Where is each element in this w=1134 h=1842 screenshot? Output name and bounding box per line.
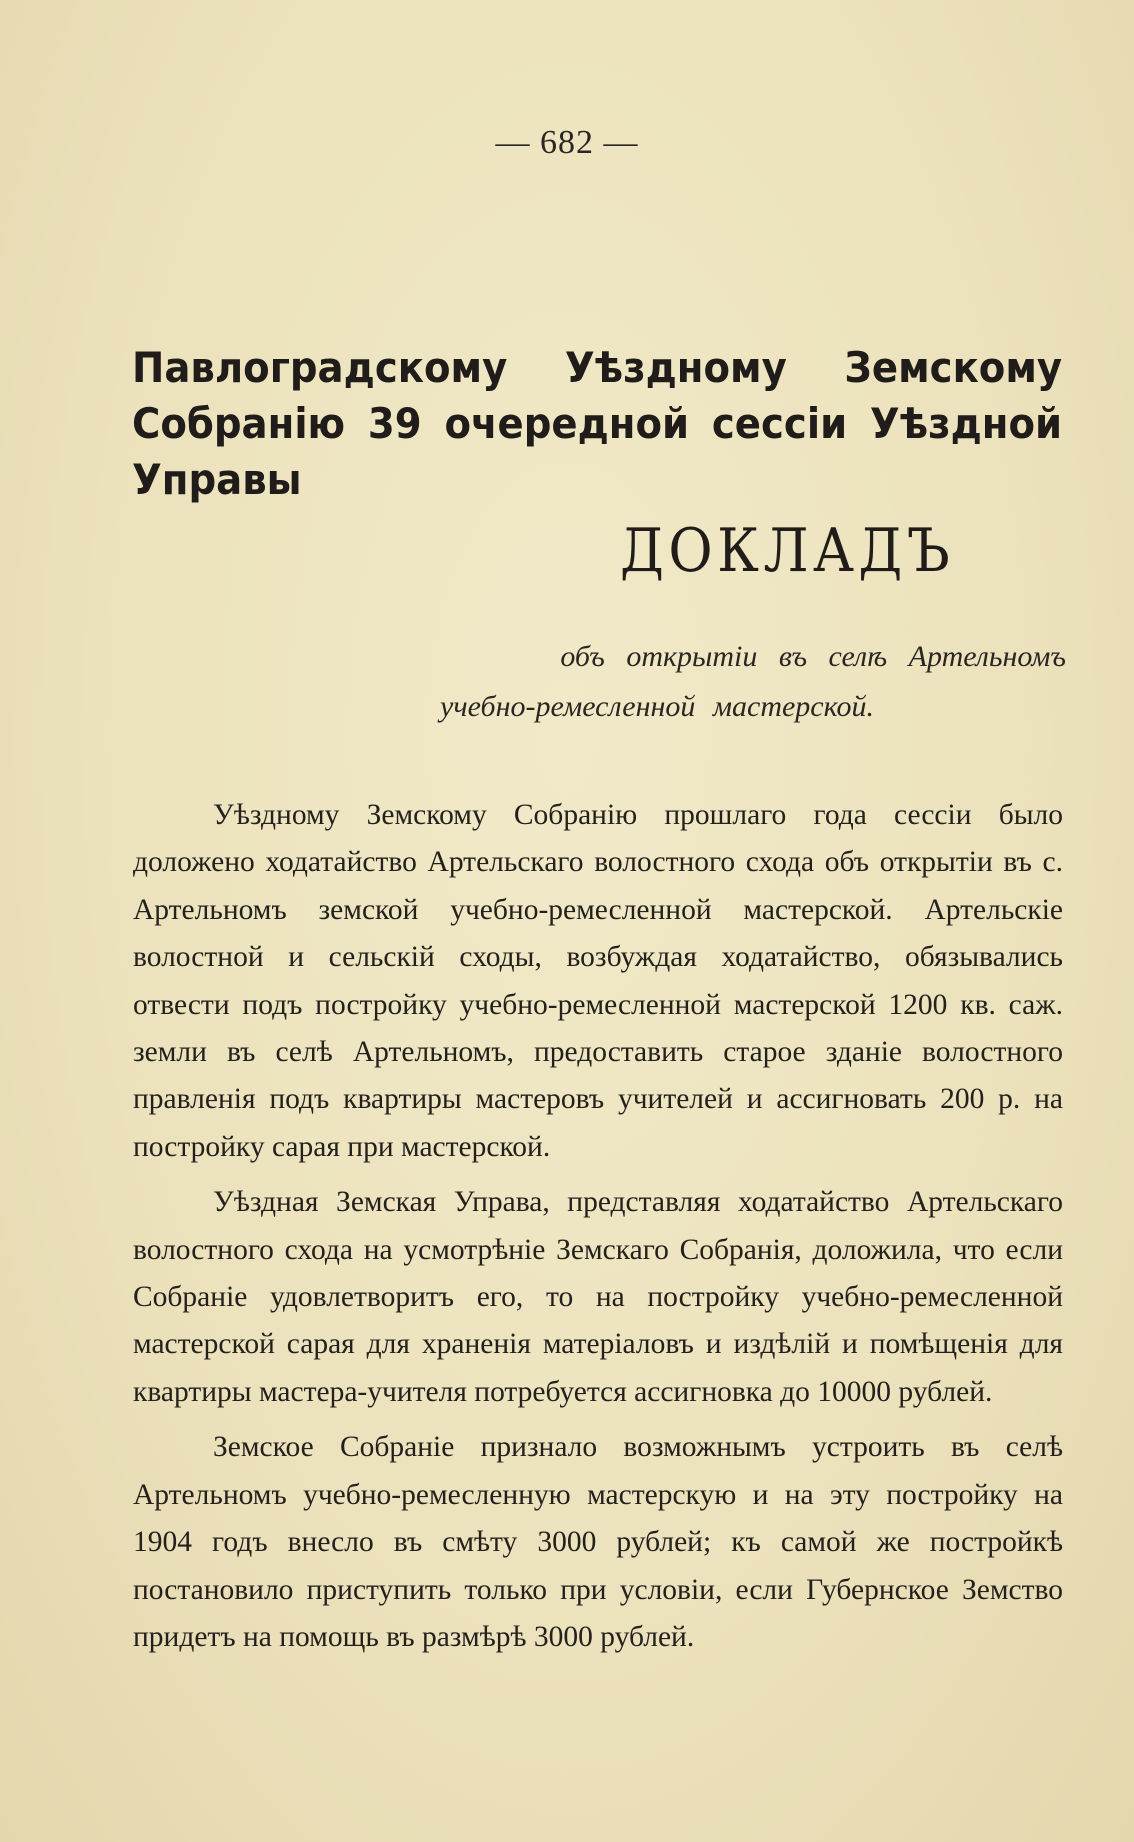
paragraph: Уѣздная Земская Управа, представляя ходатайство Артельскаго волостного схода на усмотрѣніе Земскаго Собранія, доложила, что если Собраніе удовлетворитъ его, то на постройку учебно-ремесленной мастерской сарая для храненія матеріаловъ и издѣлій и помѣщенія для квартиры мастера-учителя потребуется ассигновка до 10000 рублей. (133, 1186, 1063, 1408)
paragraph: Земское Собраніе признало возможнымъ устроить въ селѣ Артельномъ учебно-ремесленную мастерскую и на эту постройку на 1904 годъ внесло въ смѣту 3000 рублей; къ самой же постройкѣ постановило приступить только при условіи, если Губернское Земство придетъ на помощь въ размѣрѣ 3000 рублей. (133, 1431, 1063, 1653)
subtitle-line-1: объ открытіи въ селѣ Артельномъ (560, 640, 1066, 673)
body-text (133, 792, 1063, 1669)
document-title: ДОКЛАДЪ (620, 516, 955, 586)
paragraph: Уѣздному Земскому Собранію прошлаго года сессіи было доложено ходатайство Артельскаго волостного схода объ открытіи въ с. Артельномъ земской учебно-ремесленной мастерской. Артельскіе волостной и сельскій сходы, возбуждая ходатайство, обязывались отвести подъ постройку учебно-ремесленной мастерской 1200 кв. саж. земли въ селѣ Артельномъ, предоставить старое зданіе волостного правленія подъ квартиры мастеровъ учителей и ассигновать 200 р. на постройку сарая при мастерской. (133, 799, 1063, 1163)
subtitle-line-2: учебно-ремесленной мастерской. (440, 690, 875, 723)
document-subtitle (440, 632, 1066, 732)
page-number: — 682 — (495, 124, 639, 161)
document-heading: Павлоградскому Уѣздному Земскому Собранію 39 очередной сессіи Уѣздной Управы (132, 343, 1063, 504)
